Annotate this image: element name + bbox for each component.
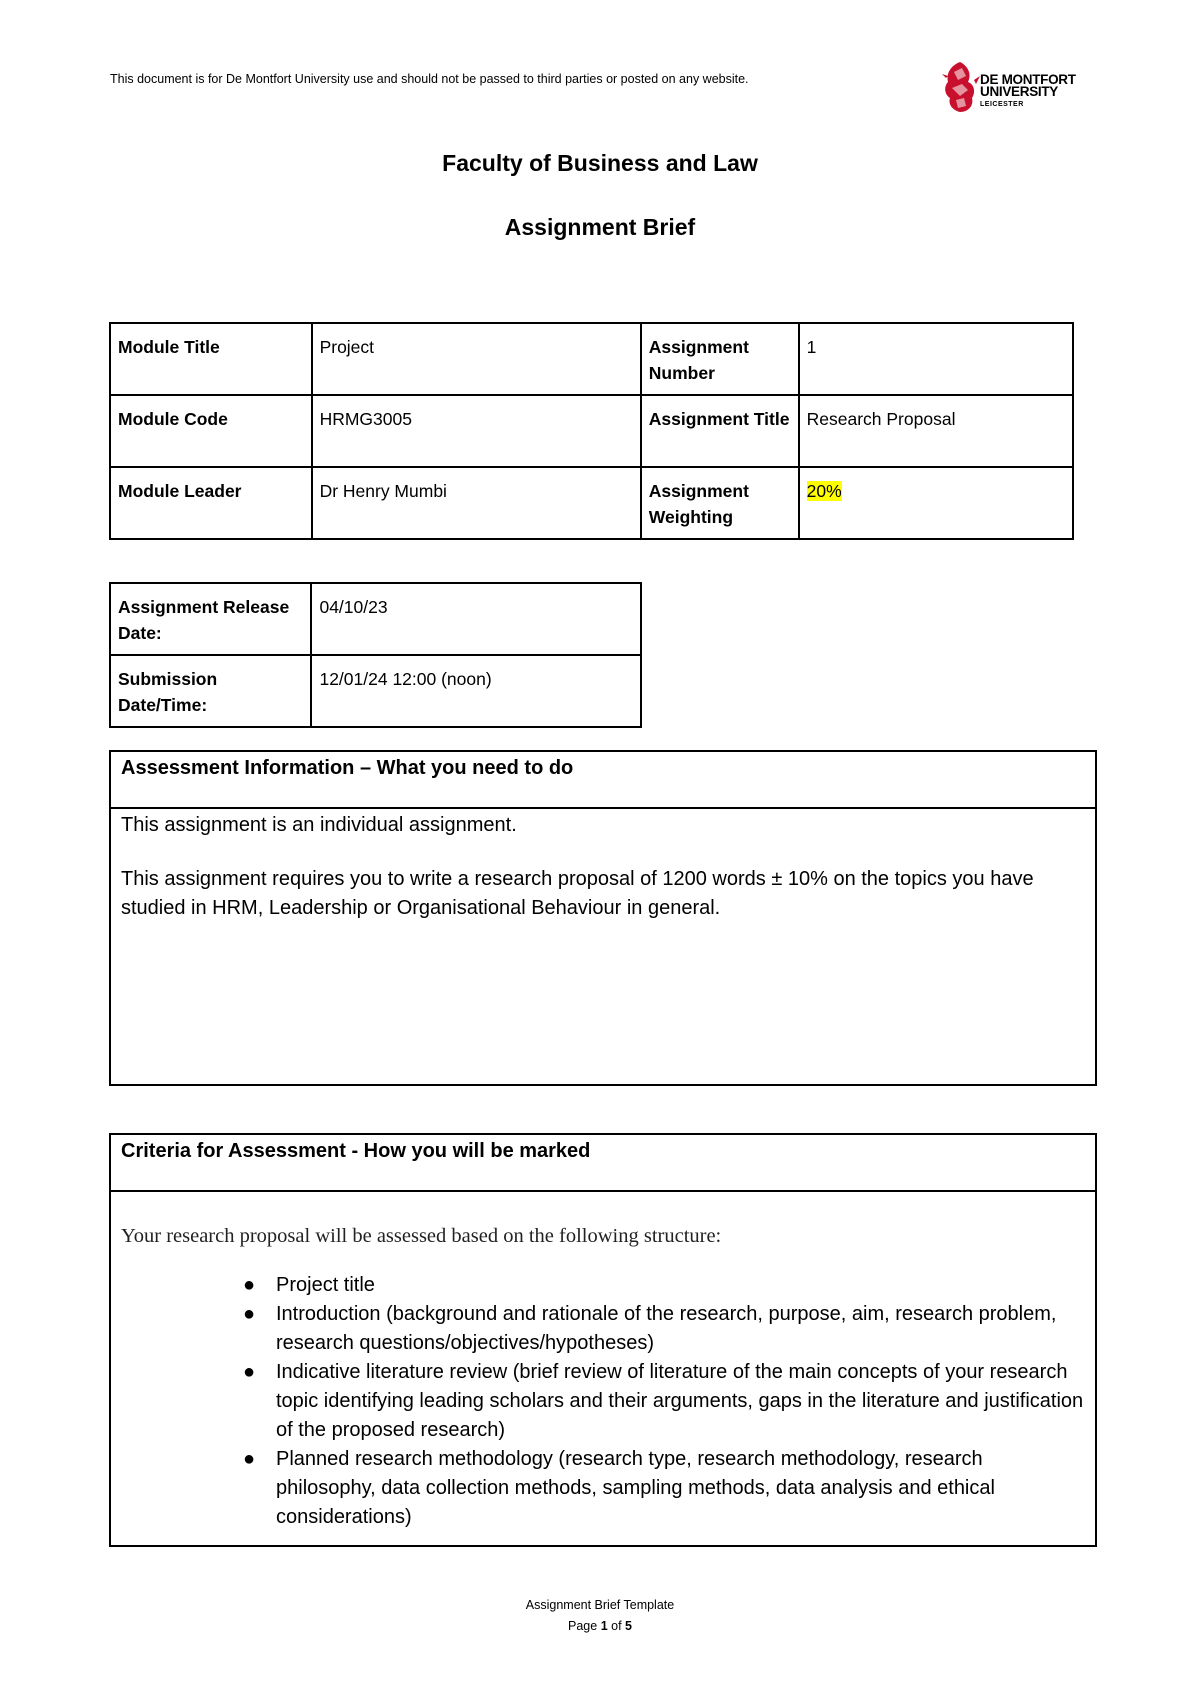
bullet-icon: ● <box>243 1448 256 1470</box>
disclaimer-text: This document is for De Montfort University use and should not be passed to third parties or posted on any website. <box>110 72 749 86</box>
document-title: Assignment Brief <box>504 214 696 240</box>
assessment-info-heading: Assessment Information – What you need to do <box>111 752 1095 809</box>
module-title-value: Project <box>312 323 641 395</box>
logo-line-1: DE MONTFORT <box>980 72 1076 87</box>
list-item-text: Planned research methodology (research type, research methodology, research philosophy, data collection methods, sampling methods, data analysis and ethical considerations) <box>276 1448 995 1528</box>
list-item <box>243 1358 1085 1445</box>
criteria-intro: Your research proposal will be assessed based on the following structure: <box>121 1225 722 1247</box>
assessment-info-box <box>109 750 1097 1086</box>
module-leader-value: Dr Henry Mumbi <box>312 467 641 539</box>
criteria-list <box>121 1271 1085 1532</box>
assignment-number-label: Assignment Number <box>641 323 799 395</box>
submission-date-value: 12/01/24 12:00 (noon) <box>311 655 641 727</box>
page-total: 5 <box>625 1619 632 1633</box>
assignment-weighting-label: Assignment Weighting <box>641 467 799 539</box>
assignment-weighting-cell <box>799 467 1073 539</box>
bullet-icon: ● <box>243 1303 256 1325</box>
table-row <box>110 395 1073 467</box>
criteria-heading: Criteria for Assessment - How you will be marked <box>111 1135 1095 1192</box>
table-row <box>110 467 1073 539</box>
dates-table <box>109 582 642 728</box>
list-item-text: Introduction (background and rationale of the research, purpose, aim, research problem, research questions/objectives/hypotheses) <box>276 1303 1057 1354</box>
module-leader-label: Module Leader <box>110 467 312 539</box>
assignment-number-value: 1 <box>799 323 1073 395</box>
assignment-title-label: Assignment Title <box>641 395 799 467</box>
bullet-icon: ● <box>243 1274 256 1296</box>
submission-date-label: Submission Date/Time: <box>110 655 311 727</box>
page-of: of <box>607 1619 626 1633</box>
university-logo <box>940 58 1080 116</box>
list-item-text: Project title <box>276 1274 375 1296</box>
list-item-text: Indicative literature review (brief review of literature of the main concepts of your research topic identifying leading scholars and their arguments, gaps in the literature and justification of the proposed research) <box>276 1361 1084 1441</box>
module-code-value: HRMG3005 <box>312 395 641 467</box>
table-row <box>110 655 641 727</box>
list-item <box>243 1271 1085 1300</box>
table-row <box>110 323 1073 395</box>
faculty-heading: Faculty of Business and Law <box>442 150 758 176</box>
logo-line-2: UNIVERSITY <box>980 84 1059 99</box>
release-date-value: 04/10/23 <box>311 583 641 655</box>
assessment-info-para-1: This assignment is an individual assignment. <box>121 814 517 836</box>
module-code-label: Module Code <box>110 395 312 467</box>
assignment-title-value: Research Proposal <box>799 395 1073 467</box>
page-current: 1 <box>600 1619 608 1633</box>
module-info-table <box>109 322 1074 540</box>
page-prefix: Page <box>568 1619 601 1633</box>
assessment-info-para-2: This assignment requires you to write a research proposal of 1200 words ± 10% on the topics you have studied in HRM, Leadership or Organisational Behaviour in general. <box>121 868 1034 919</box>
footer-template-name: Assignment Brief Template <box>525 1598 675 1612</box>
release-date-label: Assignment Release Date: <box>110 583 311 655</box>
table-row <box>110 583 641 655</box>
logo-line-3: LEICESTER <box>980 101 1024 108</box>
footer-page-number <box>0 1619 1200 1633</box>
module-title-label: Module Title <box>110 323 312 395</box>
criteria-box <box>109 1133 1097 1547</box>
list-item <box>243 1300 1085 1358</box>
assignment-weighting-value: 20% <box>806 481 842 501</box>
lion-crest-icon <box>940 58 982 116</box>
list-item <box>243 1445 1085 1532</box>
bullet-icon: ● <box>243 1361 256 1383</box>
